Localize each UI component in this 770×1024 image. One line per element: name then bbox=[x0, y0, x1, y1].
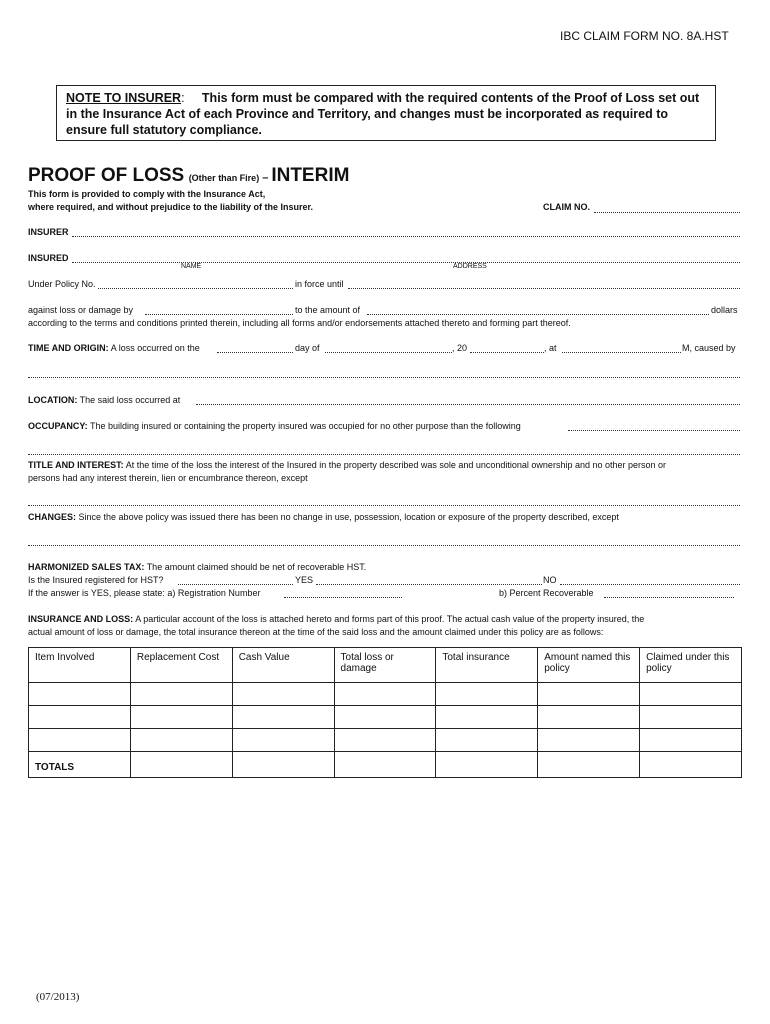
name-caption: NAME bbox=[181, 263, 202, 270]
day-of-label: day of bbox=[295, 343, 320, 353]
under-policy-label: Under Policy No. bbox=[28, 279, 96, 289]
in-force-label: in force until bbox=[295, 279, 344, 289]
location-label: LOCATION: bbox=[28, 395, 78, 405]
occupancy-text: The building insured or containing the property insured was occupied for no other purpose than the following bbox=[90, 421, 521, 431]
insurance-loss-label: INSURANCE AND LOSS: bbox=[28, 614, 134, 624]
table-cell[interactable] bbox=[232, 752, 334, 778]
title-interim: INTERIM bbox=[271, 165, 350, 186]
table-cell[interactable] bbox=[130, 706, 232, 729]
hst-label: HARMONIZED SALES TAX: bbox=[28, 562, 145, 572]
form-number: IBC CLAIM FORM NO. 8A.HST bbox=[560, 29, 729, 43]
title-interest-text-1: At the time of the loss the interest of the Insured in the property described was sole and unconditional ownership and no other person or bbox=[125, 460, 667, 470]
occupancy-row bbox=[28, 421, 521, 431]
year-field[interactable] bbox=[470, 352, 544, 353]
table-cell[interactable] bbox=[436, 752, 538, 778]
header-claimed: Claimed under this policy bbox=[640, 648, 742, 683]
table-row bbox=[29, 706, 742, 729]
table-cell[interactable] bbox=[130, 729, 232, 752]
table-cell[interactable] bbox=[232, 729, 334, 752]
title-main: PROOF OF LOSS bbox=[28, 165, 185, 186]
table-cell[interactable] bbox=[538, 706, 640, 729]
time-origin-row bbox=[28, 343, 200, 353]
table-cell[interactable] bbox=[640, 706, 742, 729]
occupancy-label: OCCUPANCY: bbox=[28, 421, 88, 431]
table-cell[interactable] bbox=[538, 683, 640, 706]
location-text: The said loss occurred at bbox=[79, 395, 181, 405]
intro-line-1: This form is provided to comply with the Insurance Act, bbox=[28, 189, 266, 199]
title-interest-label: TITLE AND INTEREST: bbox=[28, 460, 124, 470]
note-text: This form must be compared with the required contents of the Proof of Loss set out in the Insurance Act of each Province and Territory, and changes must be incorporated as required to ensure full statutory compliance. bbox=[66, 91, 700, 137]
insured-field[interactable] bbox=[72, 262, 740, 263]
header-item-involved: Item Involved bbox=[29, 648, 131, 683]
percent-recoverable-field[interactable] bbox=[604, 597, 734, 598]
table-cell[interactable] bbox=[640, 683, 742, 706]
title-interest-text-2: persons had any interest therein, lien or encumbrance thereon, except bbox=[28, 473, 308, 483]
m-caused-label: M, caused by bbox=[682, 343, 736, 353]
table-cell[interactable] bbox=[436, 729, 538, 752]
form-version-date: (07/2013) bbox=[36, 991, 80, 1003]
table-cell[interactable] bbox=[538, 729, 640, 752]
year-prefix: , 20 bbox=[452, 343, 468, 353]
location-row bbox=[28, 395, 180, 405]
insurance-loss-row bbox=[28, 614, 644, 624]
title-interest-field[interactable] bbox=[28, 505, 740, 506]
hst-yes-label: YES bbox=[295, 575, 314, 585]
claim-no-label: CLAIM NO. bbox=[543, 202, 590, 212]
hst-registered-field[interactable] bbox=[178, 584, 293, 585]
table-cell[interactable] bbox=[538, 752, 640, 778]
time-origin-text: A loss occurred on the bbox=[110, 343, 200, 353]
table-cell[interactable] bbox=[334, 683, 436, 706]
at-label: , at bbox=[544, 343, 557, 353]
loss-table bbox=[28, 647, 742, 778]
table-cell[interactable] bbox=[29, 706, 131, 729]
title-dash: – bbox=[262, 172, 269, 184]
changes-label: CHANGES: bbox=[28, 512, 77, 522]
hst-no-field[interactable] bbox=[560, 584, 740, 585]
in-force-until-field[interactable] bbox=[348, 288, 740, 289]
insurer-label: INSURER bbox=[28, 227, 69, 237]
table-row bbox=[29, 683, 742, 706]
table-cell[interactable] bbox=[130, 683, 232, 706]
intro-line-2: where required, and without prejudice to the liability of the Insurer. bbox=[28, 202, 314, 212]
hst-registered-question: Is the Insured registered for HST? bbox=[28, 575, 164, 585]
header-total-loss: Total loss or damage bbox=[334, 648, 436, 683]
table-cell[interactable] bbox=[640, 752, 742, 778]
cause-field[interactable] bbox=[28, 377, 740, 378]
occupancy-field-2[interactable] bbox=[28, 454, 740, 455]
note-label: NOTE TO INSURER bbox=[66, 91, 182, 105]
hst-row bbox=[28, 562, 366, 572]
day-field[interactable] bbox=[217, 352, 293, 353]
changes-text: Since the above policy was issued there has been no change in use, possession, location or exposure of the property described, except bbox=[78, 512, 619, 522]
changes-row bbox=[28, 512, 619, 522]
table-cell[interactable] bbox=[436, 683, 538, 706]
header-total-insurance: Total insurance bbox=[436, 648, 538, 683]
table-cell[interactable] bbox=[29, 729, 131, 752]
amount-field[interactable] bbox=[367, 314, 709, 315]
hst-text: The amount claimed should be net of recoverable HST. bbox=[146, 562, 367, 572]
according-text: according to the terms and conditions printed therein, including all forms and/or endorsements attached thereto and forming part thereof. bbox=[28, 318, 571, 328]
table-cell[interactable] bbox=[232, 706, 334, 729]
title-interest-row bbox=[28, 460, 666, 470]
against-loss-label: against loss or damage by bbox=[28, 305, 134, 315]
table-cell[interactable] bbox=[334, 729, 436, 752]
time-field[interactable] bbox=[562, 352, 681, 353]
hst-yes-field[interactable] bbox=[316, 584, 542, 585]
table-cell[interactable] bbox=[232, 683, 334, 706]
note-colon: : bbox=[181, 91, 185, 105]
table-cell[interactable] bbox=[29, 683, 131, 706]
totals-label: TOTALS bbox=[29, 752, 131, 778]
table-cell[interactable] bbox=[640, 729, 742, 752]
totals-row bbox=[29, 752, 742, 778]
insurance-loss-text-2: actual amount of loss or damage, the total insurance thereon at the time of the said loss and the amount claimed under this policy are as follows: bbox=[28, 627, 604, 637]
table-cell[interactable] bbox=[130, 752, 232, 778]
title-qualifier: (Other than Fire) bbox=[188, 173, 260, 183]
claim-no-field[interactable] bbox=[594, 212, 740, 213]
page-title bbox=[28, 165, 349, 187]
table-row bbox=[29, 729, 742, 752]
to-amount-label: to the amount of bbox=[295, 305, 361, 315]
table-cell[interactable] bbox=[334, 752, 436, 778]
month-field[interactable] bbox=[325, 352, 452, 353]
address-caption: ADDRESS bbox=[453, 263, 487, 270]
dollars-label: dollars bbox=[711, 305, 738, 315]
header-amount-named: Amount named this policy bbox=[538, 648, 640, 683]
loss-cause-field[interactable] bbox=[145, 314, 293, 315]
table-cell[interactable] bbox=[436, 706, 538, 729]
location-field[interactable] bbox=[196, 404, 740, 405]
header-replacement-cost: Replacement Cost bbox=[130, 648, 232, 683]
time-origin-label: TIME AND ORIGIN: bbox=[28, 343, 109, 353]
registration-number-field[interactable] bbox=[284, 597, 402, 598]
insured-label: INSURED bbox=[28, 253, 69, 263]
changes-field[interactable] bbox=[28, 545, 740, 546]
policy-number-field[interactable] bbox=[98, 288, 293, 289]
insurance-loss-text-1: A particular account of the loss is attached hereto and forms part of this proof. The actual cash value of the property insured, the bbox=[135, 614, 645, 624]
table-cell[interactable] bbox=[334, 706, 436, 729]
insurer-field[interactable] bbox=[72, 236, 740, 237]
hst-if-yes-label: If the answer is YES, please state: a) Registration Number bbox=[28, 588, 261, 598]
percent-recoverable-label: b) Percent Recoverable bbox=[499, 588, 594, 598]
header-cash-value: Cash Value bbox=[232, 648, 334, 683]
occupancy-field[interactable] bbox=[568, 430, 740, 431]
table-header-row bbox=[29, 648, 742, 683]
note-to-insurer-box bbox=[56, 85, 716, 141]
hst-no-label: NO bbox=[543, 575, 557, 585]
